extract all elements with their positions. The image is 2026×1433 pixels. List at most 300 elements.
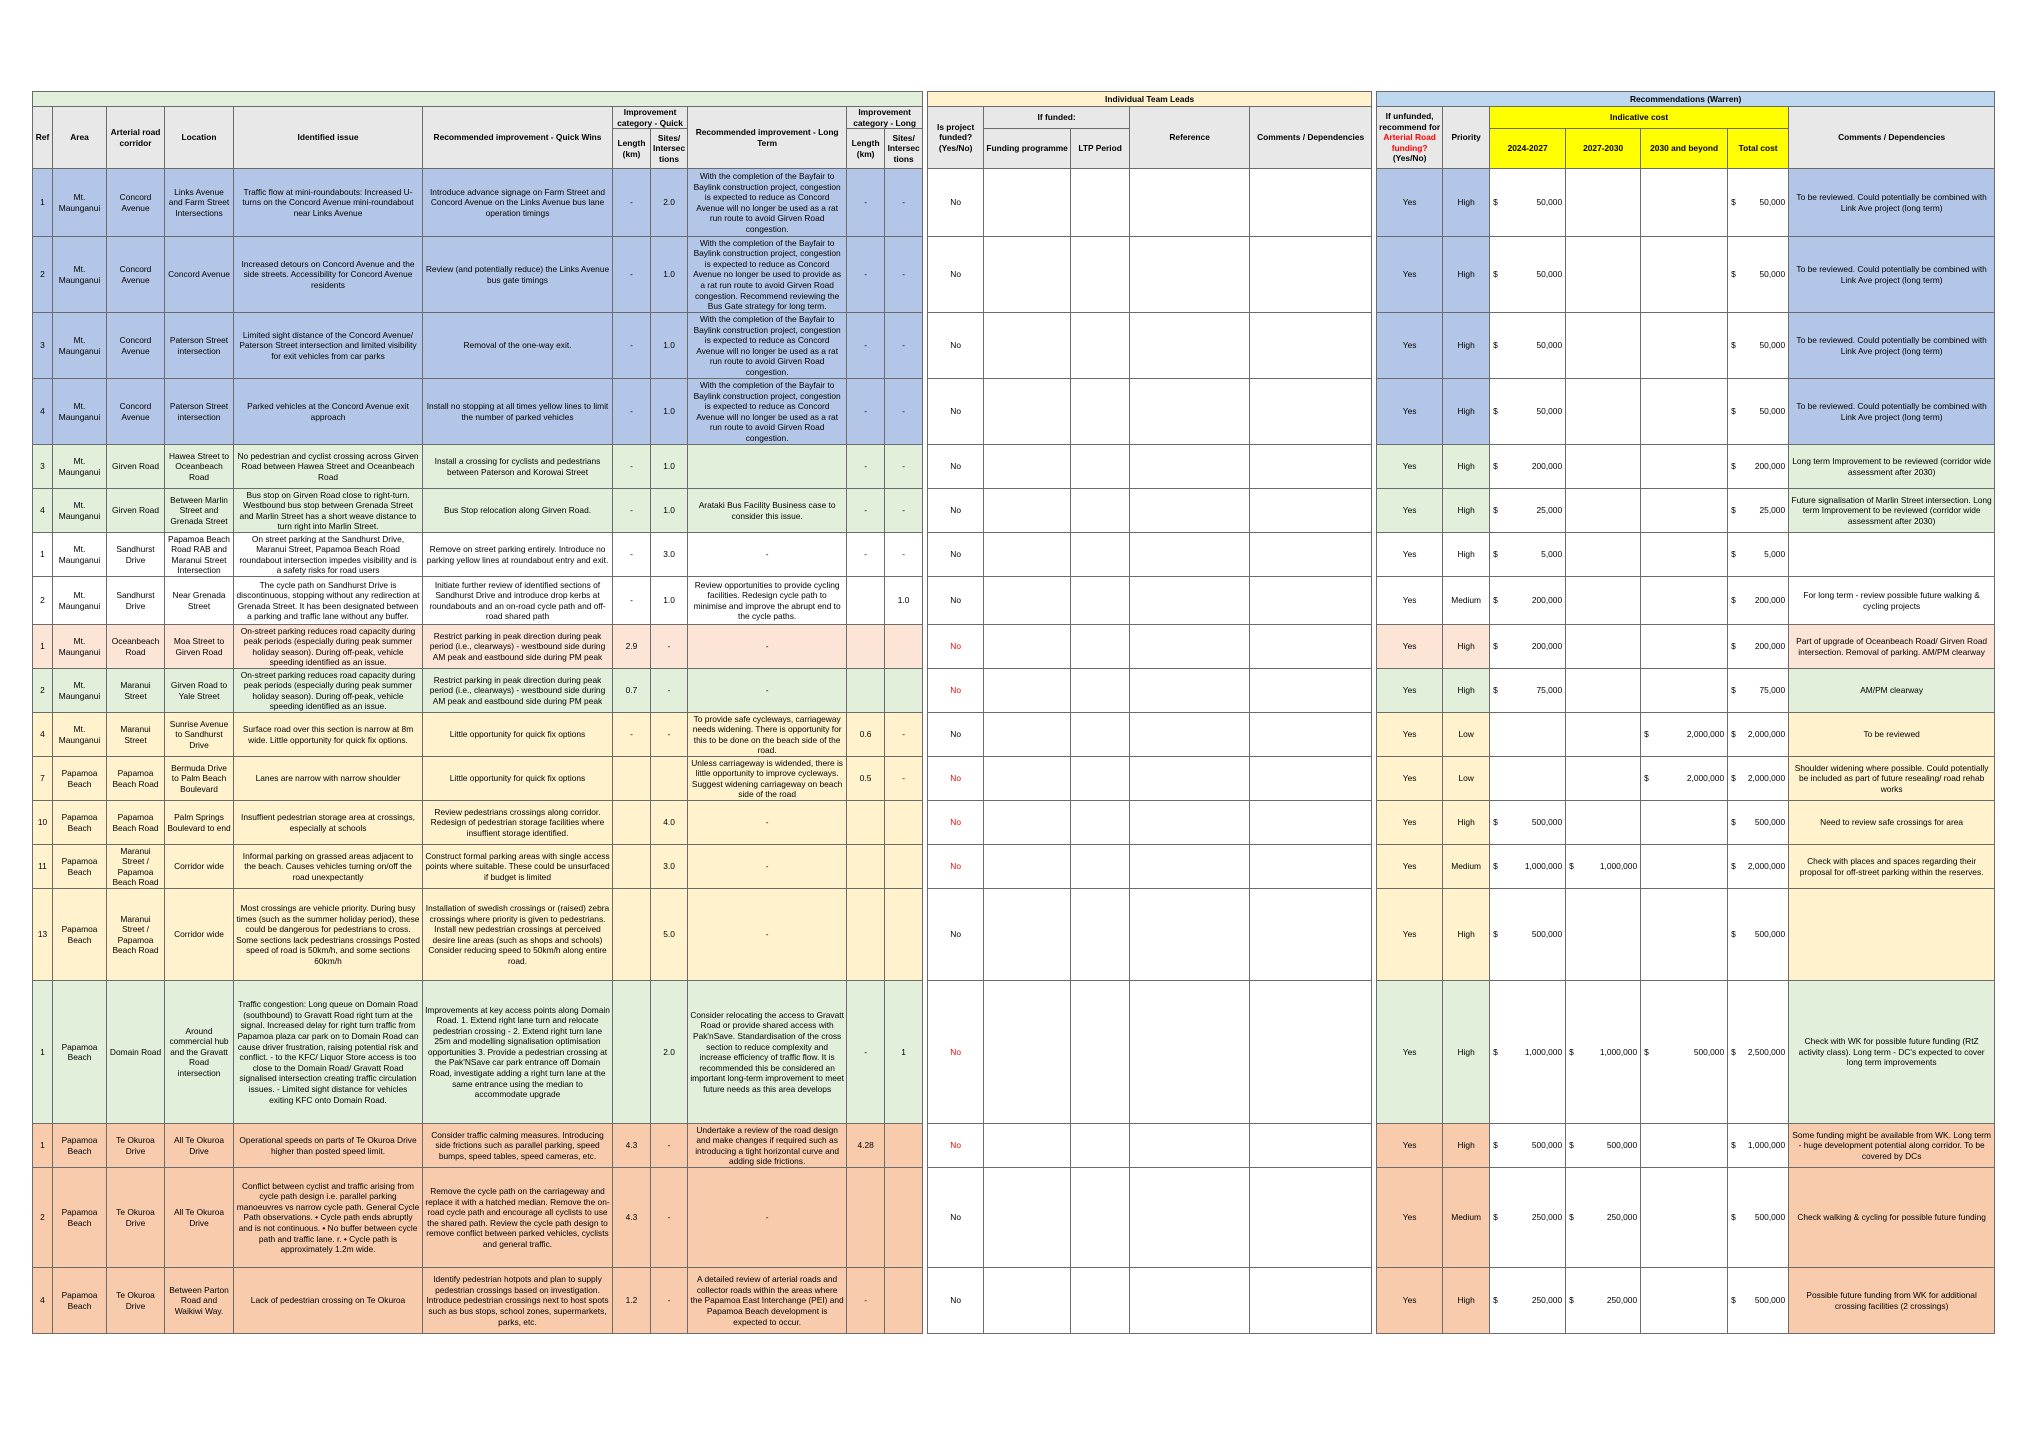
currency-symbol: $	[1569, 1212, 1574, 1223]
currency-symbol: $	[1569, 1046, 1574, 1057]
long-term-cell	[688, 445, 847, 489]
cost-2027-2030	[1566, 577, 1641, 625]
quick-win-cell: Review (and potentially reduce) the Links Avenue bus gate timings	[423, 237, 613, 313]
currency-symbol: $	[1644, 773, 1649, 784]
cost-2027-2030	[1566, 1168, 1641, 1268]
area-cell: Papamoa Beach	[53, 801, 107, 845]
quick-sites-cell: -	[651, 713, 688, 757]
quick-length-cell: -	[613, 713, 651, 757]
funding-programme-cell	[984, 445, 1071, 489]
quick-win-cell: Little opportunity for quick fix options	[423, 713, 613, 757]
total-cost	[1728, 489, 1789, 533]
quick-sites-cell: 1.0	[651, 379, 688, 445]
if-funded-header: If funded:	[984, 107, 1130, 129]
col-long-term: Recommended improvement - Long Term	[688, 107, 847, 169]
currency-symbol: $	[1493, 641, 1498, 652]
table-row	[33, 757, 1995, 801]
ltp-period-cell	[1071, 981, 1130, 1124]
cost-2030-beyond	[1641, 981, 1728, 1124]
long-term-cell: Unless carriageway is widended, there is little opportunity to improve cycleways. Suggest widening carriageway on beach side of the road	[688, 757, 847, 801]
unfunded-recommend-cell: Yes	[1377, 577, 1443, 625]
corridor-cell: Papamoa Beach Road	[107, 757, 165, 801]
area-cell: Papamoa Beach	[53, 981, 107, 1124]
unfunded-recommend-cell: Yes	[1377, 379, 1443, 445]
currency-symbol: $	[1731, 1140, 1736, 1151]
cost-2030-beyond	[1641, 533, 1728, 577]
quick-sites-cell: 2.0	[651, 169, 688, 237]
reference-cell	[1130, 1124, 1250, 1168]
location-cell: Papamoa Beach Road RAB and Maranui Street Intersection	[165, 533, 234, 577]
long-term-cell: -	[688, 625, 847, 669]
currency-symbol: $	[1493, 269, 1498, 280]
funding-programme-cell	[984, 713, 1071, 757]
recommendation-comment-cell: Need to review safe crossings for area	[1789, 801, 1995, 845]
location-cell: Bermuda Drive to Palm Beach Boulevard	[165, 757, 234, 801]
reference-cell	[1130, 1168, 1250, 1268]
unfunded-recommend-cell: Yes	[1377, 489, 1443, 533]
currency-symbol: $	[1731, 729, 1736, 740]
currency-symbol: $	[1493, 505, 1498, 516]
long-sites-cell	[885, 669, 923, 713]
ltp-period-cell	[1071, 713, 1130, 757]
unfunded-recommend-cell: Yes	[1377, 445, 1443, 489]
indicative-cost-header: Indicative cost	[1490, 107, 1789, 129]
cost-2027-2030-value: 250,000	[1606, 1295, 1638, 1306]
comments-tl-cell	[1250, 889, 1372, 981]
corridor-cell: Concord Avenue	[107, 379, 165, 445]
long-sites-cell	[885, 1124, 923, 1168]
long-length-cell: -	[847, 379, 885, 445]
long-length-cell: -	[847, 489, 885, 533]
funding-programme-cell	[984, 801, 1071, 845]
unfunded-recommend-cell: Yes	[1377, 801, 1443, 845]
long-sites-cell	[885, 1168, 923, 1268]
priority-cell: High	[1443, 889, 1490, 981]
priority-cell: High	[1443, 237, 1490, 313]
cost-2024-2027-value: 250,000	[1531, 1295, 1563, 1306]
ref-cell: 4	[33, 713, 53, 757]
priority-cell: High	[1443, 981, 1490, 1124]
issue-cell: Traffic flow at mini-roundabouts: Increased U-turns on the Concord Avenue mini-roundabout near Links Avenue	[234, 169, 423, 237]
ref-cell: 2	[33, 1168, 53, 1268]
quick-length-cell	[613, 801, 651, 845]
cost-2027-2030	[1566, 981, 1641, 1124]
cost-2027-2030-value: 500,000	[1606, 1140, 1638, 1151]
area-cell: Mt. Maunganui	[53, 489, 107, 533]
recommendation-comment-cell: Some funding might be available from WK. Long term - huge development potential along corridor. To be covered by DCs	[1789, 1124, 1995, 1168]
long-term-cell: Undertake a review of the road design and make changes if required such as introducing a tight horizontal curve and adding side frictions.	[688, 1124, 847, 1168]
table-row	[33, 1168, 1995, 1268]
ltp-period-cell	[1071, 801, 1130, 845]
ref-cell: 7	[33, 757, 53, 801]
funding-programme-cell	[984, 577, 1071, 625]
cost-2030-beyond	[1641, 577, 1728, 625]
ltp-period-cell	[1071, 313, 1130, 379]
total-cost-value: 75,000	[1759, 685, 1786, 696]
quick-length-cell: -	[613, 313, 651, 379]
quick-win-cell: Introduce advance signage on Farm Street and Concord Avenue on the Links Avenue bus lane operation timings	[423, 169, 613, 237]
total-cost-value: 200,000	[1754, 461, 1786, 472]
cost-2024-2027-value: 50,000	[1536, 197, 1563, 208]
long-length-cell	[847, 801, 885, 845]
table-row	[33, 801, 1995, 845]
col-comments-tl: Comments / Dependencies	[1250, 107, 1372, 169]
comments-tl-cell	[1250, 1268, 1372, 1334]
cost-2030-beyond	[1641, 169, 1728, 237]
quick-length-cell: -	[613, 379, 651, 445]
reference-cell	[1130, 313, 1250, 379]
cost-2024-2027	[1490, 1124, 1566, 1168]
cost-2030-beyond-value: 2,000,000	[1686, 773, 1725, 784]
currency-symbol: $	[1569, 1140, 1574, 1151]
total-cost-value: 500,000	[1754, 1212, 1786, 1223]
currency-symbol: $	[1493, 406, 1498, 417]
cost-2024-2027	[1490, 313, 1566, 379]
cost-2027-2030	[1566, 713, 1641, 757]
comments-tl-cell	[1250, 577, 1372, 625]
long-sites-cell: -	[885, 313, 923, 379]
cost-2027-2030	[1566, 625, 1641, 669]
comments-tl-cell	[1250, 1124, 1372, 1168]
cost-2027-2030	[1566, 1268, 1641, 1334]
ref-cell: 1	[33, 169, 53, 237]
quick-win-cell: Little opportunity for quick fix options	[423, 757, 613, 801]
long-sites-cell: -	[885, 533, 923, 577]
corridor-cell: Concord Avenue	[107, 313, 165, 379]
quick-sites-cell: 5.0	[651, 889, 688, 981]
cost-2027-2030	[1566, 169, 1641, 237]
total-cost	[1728, 845, 1789, 889]
funded-cell: No	[928, 669, 984, 713]
col-ltp-period: LTP Period	[1071, 129, 1130, 169]
issue-cell: Informal parking on grassed areas adjacent to the beach. Causes vehicles turning on/off the road unexpectantly	[234, 845, 423, 889]
unfunded-recommend-cell: Yes	[1377, 1168, 1443, 1268]
location-cell: Hawea Street to Oceanbeach Road	[165, 445, 234, 489]
total-cost-value: 5,000	[1764, 549, 1786, 560]
recommendation-comment-cell: For long term - review possible future walking & cycling projects	[1789, 577, 1995, 625]
quick-win-cell: Restrict parking in peak direction during peak period (i.e., clearways) - westbound side during AM peak and eastbound side during PM peak	[423, 625, 613, 669]
location-cell: Paterson Street intersection	[165, 313, 234, 379]
funded-cell: No	[928, 169, 984, 237]
table-row	[33, 625, 1995, 669]
corridor-cell: Te Okuroa Drive	[107, 1124, 165, 1168]
corridor-cell: Concord Avenue	[107, 237, 165, 313]
reference-cell	[1130, 845, 1250, 889]
corridor-cell: Sandhurst Drive	[107, 533, 165, 577]
team-leads-header: Individual Team Leads	[928, 92, 1372, 107]
col-location: Location	[165, 107, 234, 169]
priority-cell: Medium	[1443, 1168, 1490, 1268]
ltp-period-cell	[1071, 577, 1130, 625]
long-length-cell	[847, 669, 885, 713]
cost-2024-2027-value: 250,000	[1531, 1212, 1563, 1223]
quick-length-cell: -	[613, 577, 651, 625]
recommendation-comment-cell: Part of upgrade of Oceanbeach Road/ Girven Road intersection. Removal of parking. AM/PM clearway	[1789, 625, 1995, 669]
corridor-cell: Girven Road	[107, 445, 165, 489]
ltp-period-cell	[1071, 1168, 1130, 1268]
reference-cell	[1130, 237, 1250, 313]
area-cell: Mt. Maunganui	[53, 577, 107, 625]
long-length-cell: 0.6	[847, 713, 885, 757]
area-cell: Mt. Maunganui	[53, 713, 107, 757]
col-quick-wins: Recommended improvement - Quick Wins	[423, 107, 613, 169]
total-cost	[1728, 981, 1789, 1124]
quick-win-cell: Restrict parking in peak direction during peak period (i.e., clearways) - westbound side during AM peak and eastbound side during PM peak	[423, 669, 613, 713]
ltp-period-cell	[1071, 625, 1130, 669]
col-reference: Reference	[1130, 107, 1250, 169]
long-term-cell: With the completion of the Bayfair to Baylink construction project, congestion is expected to reduce as Concord Avenue will no longer be used as a rat run route to avoid Girven Road congestion.	[688, 379, 847, 445]
comments-tl-cell	[1250, 713, 1372, 757]
corridor-cell: Papamoa Beach Road	[107, 801, 165, 845]
corridor-cell: Domain Road	[107, 981, 165, 1124]
recommendation-comment-cell: Check walking & cycling for possible future funding	[1789, 1168, 1995, 1268]
location-cell: Paterson Street intersection	[165, 379, 234, 445]
quick-sites-cell	[651, 757, 688, 801]
long-term-cell: Consider relocating the access to Gravatt Road or provide shared access with Pak'nSave. Standardisation of the cross section to reduce complexity and increase efficiency of traffic flow. It is recommended this be considered an important long-term improvement to meet future needs as this area develops	[688, 981, 847, 1124]
location-cell: Between Marlin Street and Grenada Street	[165, 489, 234, 533]
cost-2027-2030	[1566, 379, 1641, 445]
priority-cell: Low	[1443, 757, 1490, 801]
ref-cell: 3	[33, 313, 53, 379]
quick-length-cell	[613, 845, 651, 889]
unfunded-line-b: Arterial Road funding?	[1383, 132, 1436, 153]
location-cell: Links Avenue and Farm Street Intersections	[165, 169, 234, 237]
currency-symbol: $	[1644, 729, 1649, 740]
recommendation-comment-cell: To be reviewed	[1789, 713, 1995, 757]
long-term-cell: -	[688, 533, 847, 577]
ref-cell: 4	[33, 379, 53, 445]
cost-2024-2027-value: 50,000	[1536, 269, 1563, 280]
ltp-period-cell	[1071, 169, 1130, 237]
currency-symbol: $	[1731, 861, 1736, 872]
issue-cell: Bus stop on Girven Road close to right-turn. Westbound bus stop between Grenada Street and Marlin Street has a short weave distance to turn right into Marlin Street.	[234, 489, 423, 533]
reference-cell	[1130, 669, 1250, 713]
currency-symbol: $	[1731, 1212, 1736, 1223]
reference-cell	[1130, 169, 1250, 237]
quick-win-cell: Installation of swedish crossings or (raised) zebra crossings where priority is given to pedestrians. Install new pedestrian crossings at perceived desire line areas (such as shops and schools) Consider reducing speed to 50km/h along entire road.	[423, 889, 613, 981]
currency-symbol: $	[1493, 1046, 1498, 1057]
col-2030-beyond: 2030 and beyond	[1641, 129, 1728, 169]
total-cost	[1728, 713, 1789, 757]
priority-cell: High	[1443, 445, 1490, 489]
total-cost	[1728, 577, 1789, 625]
total-cost-value: 50,000	[1759, 406, 1786, 417]
ref-cell: 4	[33, 1268, 53, 1334]
quick-sites-cell: -	[651, 1268, 688, 1334]
long-length-cell: -	[847, 1268, 885, 1334]
currency-symbol: $	[1493, 1212, 1498, 1223]
long-term-cell: With the completion of the Bayfair to Baylink construction project, congestion is expected to reduce as Concord Avenue will no longer be used as a rat run route to avoid Girven Road congestion.	[688, 169, 847, 237]
currency-symbol: $	[1493, 549, 1498, 560]
currency-symbol: $	[1731, 929, 1736, 940]
ref-cell: 3	[33, 445, 53, 489]
unfunded-recommend-cell: Yes	[1377, 1268, 1443, 1334]
ltp-period-cell	[1071, 533, 1130, 577]
ref-cell: 1	[33, 981, 53, 1124]
ltp-period-cell	[1071, 669, 1130, 713]
funded-cell: No	[928, 533, 984, 577]
table-row	[33, 713, 1995, 757]
issue-cell: On-street parking reduces road capacity during peak periods (especially during peak summer holiday season). During off-peak, vehicle speeding identified as an issue.	[234, 625, 423, 669]
quick-win-cell: Identify pedestrian hotpots and plan to supply pedestrian crossings based on investigation. Introduce pedestrian crossings next to host spots such as bus stops, school zones, supermarkets, parks, etc.	[423, 1268, 613, 1334]
reference-cell	[1130, 533, 1250, 577]
long-term-cell: -	[688, 669, 847, 713]
long-length-cell: 0.5	[847, 757, 885, 801]
quick-sites-cell: 2.0	[651, 981, 688, 1124]
col-2024-2027: 2024-2027	[1490, 129, 1566, 169]
total-cost	[1728, 669, 1789, 713]
long-sites-cell: -	[885, 713, 923, 757]
location-cell: All Te Okuroa Drive	[165, 1168, 234, 1268]
recommendation-comment-cell: To be reviewed. Could potentially be combined with Link Ave project (long term)	[1789, 237, 1995, 313]
area-cell: Papamoa Beach	[53, 889, 107, 981]
priority-cell: High	[1443, 489, 1490, 533]
long-term-cell: With the completion of the Bayfair to Baylink construction project, congestion is expected to reduce as Concord Avenue no longer be used to provide as a rat run route to avoid Girven Road congestion. Recommend reviewing the Bus Gate strategy for long term.	[688, 237, 847, 313]
funded-cell: No	[928, 1124, 984, 1168]
area-cell: Mt. Maunganui	[53, 313, 107, 379]
cost-2024-2027	[1490, 533, 1566, 577]
total-cost-value: 200,000	[1754, 641, 1786, 652]
quick-win-cell: Remove on street parking entirely. Introduce no parking yellow lines at roundabout entry and exit.	[423, 533, 613, 577]
reference-cell	[1130, 981, 1250, 1124]
cost-2024-2027	[1490, 1268, 1566, 1334]
unfunded-recommend-cell: Yes	[1377, 889, 1443, 981]
ref-cell: 2	[33, 669, 53, 713]
cost-2030-beyond	[1641, 379, 1728, 445]
cost-2030-beyond-value: 500,000	[1693, 1046, 1725, 1057]
comments-tl-cell	[1250, 801, 1372, 845]
funded-cell: No	[928, 801, 984, 845]
col-corridor: Arterial road corridor	[107, 107, 165, 169]
cost-2024-2027	[1490, 379, 1566, 445]
long-sites-cell: 1	[885, 981, 923, 1124]
priority-cell: High	[1443, 313, 1490, 379]
long-term-cell: Arataki Bus Facility Business case to consider this issue.	[688, 489, 847, 533]
recommendation-comment-cell	[1789, 889, 1995, 981]
area-cell: Papamoa Beach	[53, 757, 107, 801]
location-cell: Corridor wide	[165, 889, 234, 981]
funded-cell: No	[928, 757, 984, 801]
area-cell: Papamoa Beach	[53, 1124, 107, 1168]
funding-programme-cell	[984, 669, 1071, 713]
quick-length-cell: -	[613, 237, 651, 313]
currency-symbol: $	[1731, 461, 1736, 472]
quick-win-cell: Construct formal parking areas with single access points where suitable. These could be unsurfaced if budget is limited	[423, 845, 613, 889]
quick-length-cell: -	[613, 533, 651, 577]
funded-cell: No	[928, 889, 984, 981]
long-sites-cell: -	[885, 489, 923, 533]
quick-length-cell: -	[613, 169, 651, 237]
total-cost-value: 50,000	[1759, 340, 1786, 351]
total-cost-value: 500,000	[1754, 817, 1786, 828]
cost-2030-beyond	[1641, 669, 1728, 713]
funded-cell: No	[928, 713, 984, 757]
cost-2030-beyond	[1641, 1268, 1728, 1334]
area-cell: Mt. Maunganui	[53, 237, 107, 313]
priority-cell: High	[1443, 533, 1490, 577]
recommendation-comment-cell: Check with WK for possible future funding (RtZ activity class). Long term - DC's expected to cover long term improvements	[1789, 981, 1995, 1124]
comments-tl-cell	[1250, 757, 1372, 801]
reference-cell	[1130, 757, 1250, 801]
reference-cell	[1130, 445, 1250, 489]
area-cell: Mt. Maunganui	[53, 379, 107, 445]
quick-win-cell: Improvements at key access points along Domain Road. 1. Extend right lane turn and relocate pedestrian crossing - 2. Extend right turn lane 25m and modelling signalisation optimisation opportunities 3. Provide a pedestrian crossing at the Pak'NSave car park entrance off Domain Road, investigate adding a right turn lane at the same entrance using the median to accommodate upgrade	[423, 981, 613, 1124]
currency-symbol: $	[1731, 1295, 1736, 1306]
currency-symbol: $	[1731, 773, 1736, 784]
area-cell: Mt. Maunganui	[53, 169, 107, 237]
cost-2030-beyond	[1641, 489, 1728, 533]
cost-2027-2030-value: 1,000,000	[1599, 1046, 1638, 1057]
total-cost	[1728, 889, 1789, 981]
location-cell: All Te Okuroa Drive	[165, 1124, 234, 1168]
long-term-cell: Review opportunities to provide cycling facilities. Redesign cycle path to minimise and improve the abrupt end to the cycle paths.	[688, 577, 847, 625]
header-band-left	[33, 92, 923, 107]
issue-cell: Limited sight distance of the Concord Avenue/ Paterson Street intersection and limited visibility for exit vehicles from car parks	[234, 313, 423, 379]
total-cost	[1728, 801, 1789, 845]
cost-2027-2030	[1566, 489, 1641, 533]
long-sites-cell: 1.0	[885, 577, 923, 625]
issue-cell: Conflict between cyclist and traffic arising from cycle path design i.e. parallel parking manoeuvres vs narrow cycle path. General Cycle Path observations. • Cycle path ends abruptly and is not continuous. • No buffer between cycle path and traffic lane. r. • Cycle path is approximately 1.2m wide.	[234, 1168, 423, 1268]
long-length-cell	[847, 625, 885, 669]
cost-2024-2027-value: 75,000	[1536, 685, 1563, 696]
unfunded-recommend-cell: Yes	[1377, 169, 1443, 237]
quick-length-cell: -	[613, 445, 651, 489]
currency-symbol: $	[1493, 1295, 1498, 1306]
ltp-period-cell	[1071, 445, 1130, 489]
reference-cell	[1130, 625, 1250, 669]
ref-cell: 1	[33, 533, 53, 577]
long-sites-cell	[885, 845, 923, 889]
cost-2024-2027	[1490, 889, 1566, 981]
cost-2024-2027	[1490, 237, 1566, 313]
unfunded-recommend-cell: Yes	[1377, 757, 1443, 801]
total-cost-value: 2,000,000	[1747, 729, 1786, 740]
total-cost	[1728, 379, 1789, 445]
priority-cell: High	[1443, 169, 1490, 237]
issue-cell: On-street parking reduces road capacity during peak periods (especially during peak summer holiday season). During off-peak, vehicle speeding identified as an issue.	[234, 669, 423, 713]
currency-symbol: $	[1731, 406, 1736, 417]
cost-2030-beyond-value: 2,000,000	[1686, 729, 1725, 740]
cost-2030-beyond	[1641, 801, 1728, 845]
recommendations-header: Recommendations (Warren)	[1377, 92, 1995, 107]
currency-symbol: $	[1731, 549, 1736, 560]
cost-2024-2027-value: 500,000	[1531, 929, 1563, 940]
ltp-period-cell	[1071, 489, 1130, 533]
recommendation-comment-cell	[1789, 533, 1995, 577]
recommendation-comment-cell: To be reviewed. Could potentially be combined with Link Ave project (long term)	[1789, 379, 1995, 445]
table-row	[33, 889, 1995, 981]
quick-sites-cell: 3.0	[651, 845, 688, 889]
total-cost	[1728, 1168, 1789, 1268]
comments-tl-cell	[1250, 169, 1372, 237]
total-cost	[1728, 533, 1789, 577]
table-row	[33, 1268, 1995, 1334]
cost-2030-beyond	[1641, 445, 1728, 489]
col-unfunded	[1377, 107, 1443, 169]
recommendation-comment-cell: Check with places and spaces regarding their proposal for off-street parking within the reserves.	[1789, 845, 1995, 889]
quick-sites-cell: -	[651, 625, 688, 669]
long-length-cell	[847, 577, 885, 625]
currency-symbol: $	[1731, 197, 1736, 208]
comments-tl-cell	[1250, 379, 1372, 445]
table-row	[33, 379, 1995, 445]
cost-2030-beyond	[1641, 313, 1728, 379]
ltp-period-cell	[1071, 237, 1130, 313]
cost-2027-2030	[1566, 889, 1641, 981]
quick-win-cell: Consider traffic calming measures. Introducing side frictions such as parallel parking, speed bumps, speed tables, speed cameras, etc.	[423, 1124, 613, 1168]
cost-2030-beyond	[1641, 237, 1728, 313]
quick-win-cell: Install a crossing for cyclists and pedestrians between Paterson and Korowai Street	[423, 445, 613, 489]
